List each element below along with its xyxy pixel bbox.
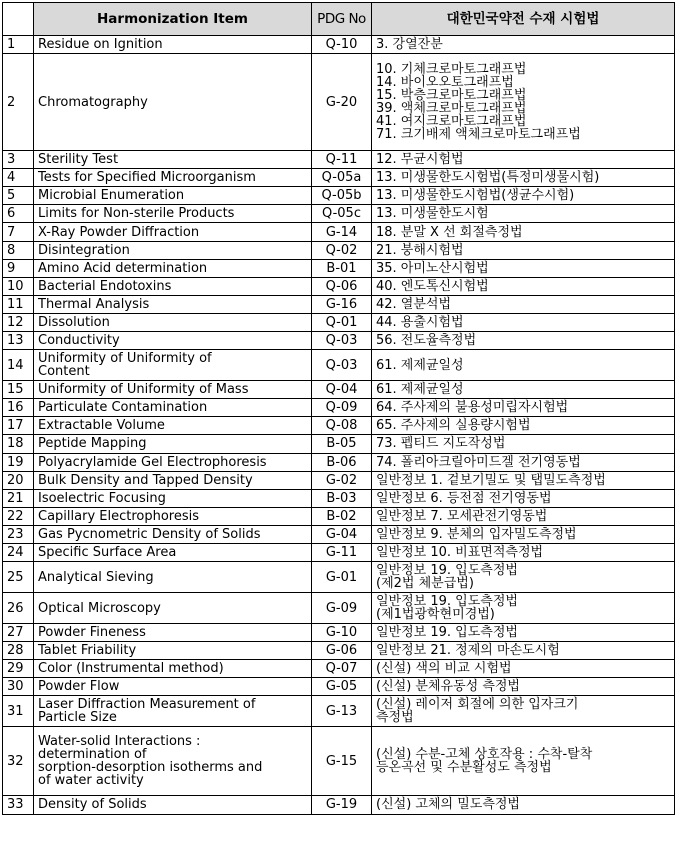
table-row [3, 796, 675, 814]
kp-test-method: 일반정보 19. 입도측정법 [372, 624, 675, 642]
pdg-number: Q-05a [312, 169, 372, 187]
table-row [3, 593, 675, 624]
harmonization-item: Laser Diffraction Measurement of Particle Size [34, 696, 312, 727]
pdg-number: Q-03 [312, 350, 372, 381]
kp-test-method: 61. 제제균일성 [372, 350, 675, 381]
row-number: 32 [3, 727, 34, 796]
row-number: 28 [3, 642, 34, 660]
row-number: 7 [3, 223, 34, 241]
kp-test-method: 일반정보 21. 정제의 마손도시험 [372, 642, 675, 660]
row-number: 5 [3, 187, 34, 205]
table-row [3, 313, 675, 331]
row-number: 22 [3, 507, 34, 525]
harmonization-item: Polyacrylamide Gel Electrophoresis [34, 453, 312, 471]
kp-test-method: 56. 전도율측정법 [372, 332, 675, 350]
row-number: 2 [3, 54, 34, 151]
pdg-number: G-11 [312, 543, 372, 561]
table-row [3, 169, 675, 187]
harmonization-table [2, 2, 675, 815]
kp-test-method: 일반정보 6. 등전점 전기영동법 [372, 489, 675, 507]
kp-test-method: 18. 분말 X 선 회절측정법 [372, 223, 675, 241]
harmonization-item: Capillary Electrophoresis [34, 507, 312, 525]
harmonization-item: Density of Solids [34, 796, 312, 814]
row-number: 19 [3, 453, 34, 471]
kp-test-method: 61. 제제균일성 [372, 381, 675, 399]
kp-test-method: 42. 열분석법 [372, 295, 675, 313]
table-row [3, 187, 675, 205]
row-number: 29 [3, 660, 34, 678]
row-number: 4 [3, 169, 34, 187]
row-number: 26 [3, 593, 34, 624]
pdg-number: Q-05b [312, 187, 372, 205]
header-number [3, 3, 34, 36]
kp-test-method: (신설) 고체의 밀도측정법 [372, 796, 675, 814]
table-row [3, 562, 675, 593]
kp-test-method: 일반정보 1. 겉보기밀도 및 탭밀도측정법 [372, 471, 675, 489]
kp-test-method: 21. 붕해시험법 [372, 241, 675, 259]
harmonization-item: Amino Acid determination [34, 259, 312, 277]
pdg-number: Q-01 [312, 313, 372, 331]
harmonization-item: Optical Microscopy [34, 593, 312, 624]
table-row [3, 435, 675, 453]
table-row [3, 332, 675, 350]
kp-test-method: (신설) 색의 비교 시험법 [372, 660, 675, 678]
harmonization-item: Thermal Analysis [34, 295, 312, 313]
table-row [3, 259, 675, 277]
table-row [3, 417, 675, 435]
harmonization-item: Color (Instrumental method) [34, 660, 312, 678]
row-number: 13 [3, 332, 34, 350]
pdg-number: G-05 [312, 678, 372, 696]
harmonization-item: Disintegration [34, 241, 312, 259]
table-row [3, 727, 675, 796]
kp-test-method: 일반정보 19. 입도측정법 (제2법 체분급법) [372, 562, 675, 593]
row-number: 24 [3, 543, 34, 561]
row-number: 31 [3, 696, 34, 727]
pdg-number: B-03 [312, 489, 372, 507]
harmonization-item: Uniformity of Uniformity of Mass [34, 381, 312, 399]
table-row [3, 223, 675, 241]
header-harmonization-item: Harmonization Item [34, 3, 312, 36]
row-number: 33 [3, 796, 34, 814]
table-row [3, 151, 675, 169]
table-row [3, 381, 675, 399]
harmonization-item: Tests for Specified Microorganism [34, 169, 312, 187]
harmonization-item: Dissolution [34, 313, 312, 331]
pdg-number: Q-07 [312, 660, 372, 678]
kp-test-method: 64. 주사제의 불용성미립자시험법 [372, 399, 675, 417]
harmonization-item: Analytical Sieving [34, 562, 312, 593]
kp-test-method: (신설) 레이저 회절에 의한 입자크기 측정법 [372, 696, 675, 727]
row-number: 12 [3, 313, 34, 331]
harmonization-item: Peptide Mapping [34, 435, 312, 453]
table-row [3, 696, 675, 727]
pdg-number: B-02 [312, 507, 372, 525]
harmonization-item: Tablet Friability [34, 642, 312, 660]
harmonization-item: Powder Flow [34, 678, 312, 696]
pdg-number: G-19 [312, 796, 372, 814]
pdg-number: B-01 [312, 259, 372, 277]
pdg-number: G-06 [312, 642, 372, 660]
row-number: 18 [3, 435, 34, 453]
table-row [3, 453, 675, 471]
harmonization-item: Particulate Contamination [34, 399, 312, 417]
kp-test-method: 40. 엔도톡신시험법 [372, 277, 675, 295]
kp-test-method: (신설) 수분-고체 상호작용 : 수착-탈착 등온곡선 및 수분활성도 측정법 [372, 727, 675, 796]
harmonization-item: X-Ray Powder Diffraction [34, 223, 312, 241]
table-row [3, 277, 675, 295]
kp-test-method: 3. 강열잔분 [372, 36, 675, 54]
harmonization-item: Limits for Non-sterile Products [34, 205, 312, 223]
row-number: 6 [3, 205, 34, 223]
pdg-number: G-14 [312, 223, 372, 241]
header-row [3, 3, 675, 36]
pdg-number: Q-05c [312, 205, 372, 223]
header-kp-test-method: 대한민국약전 수재 시험법 [372, 3, 675, 36]
table-row [3, 489, 675, 507]
harmonization-item: Sterility Test [34, 151, 312, 169]
row-number: 9 [3, 259, 34, 277]
pdg-number: Q-04 [312, 381, 372, 399]
table-body [3, 36, 675, 815]
pdg-number: G-20 [312, 54, 372, 151]
harmonization-item: Uniformity of Uniformity of Content [34, 350, 312, 381]
pdg-number: B-06 [312, 453, 372, 471]
row-number: 20 [3, 471, 34, 489]
pdg-number: B-05 [312, 435, 372, 453]
pdg-number: G-16 [312, 295, 372, 313]
table-row [3, 660, 675, 678]
harmonization-item: Gas Pycnometric Density of Solids [34, 525, 312, 543]
table-row [3, 678, 675, 696]
pdg-number: Q-11 [312, 151, 372, 169]
pdg-number: G-10 [312, 624, 372, 642]
pdg-number: Q-10 [312, 36, 372, 54]
row-number: 27 [3, 624, 34, 642]
harmonization-item: Bulk Density and Tapped Density [34, 471, 312, 489]
pdg-number: Q-09 [312, 399, 372, 417]
table-row [3, 624, 675, 642]
kp-test-method: 44. 용출시험법 [372, 313, 675, 331]
pdg-number: G-15 [312, 727, 372, 796]
row-number: 14 [3, 350, 34, 381]
table-row [3, 295, 675, 313]
table-row [3, 205, 675, 223]
row-number: 1 [3, 36, 34, 54]
harmonization-item: Residue on Ignition [34, 36, 312, 54]
table-row [3, 36, 675, 54]
harmonization-item: Microbial Enumeration [34, 187, 312, 205]
harmonization-item: Specific Surface Area [34, 543, 312, 561]
kp-test-method: 73. 펩티드 지도작성법 [372, 435, 675, 453]
pdg-number: Q-02 [312, 241, 372, 259]
pdg-number: G-02 [312, 471, 372, 489]
table-row [3, 54, 675, 151]
row-number: 23 [3, 525, 34, 543]
row-number: 11 [3, 295, 34, 313]
pdg-number: G-01 [312, 562, 372, 593]
table-row [3, 471, 675, 489]
table-row [3, 543, 675, 561]
row-number: 15 [3, 381, 34, 399]
harmonization-item: Isoelectric Focusing [34, 489, 312, 507]
table-row [3, 350, 675, 381]
kp-test-method: 일반정보 9. 분체의 입자밀도측정법 [372, 525, 675, 543]
kp-test-method: 일반정보 19. 입도측정법 (제1법광학현미경법) [372, 593, 675, 624]
kp-test-method: 13. 미생물한도시험 [372, 205, 675, 223]
table-row [3, 642, 675, 660]
harmonization-item: Water-solid Interactions : determination of sorption-desorption isotherms and of water activity [34, 727, 312, 796]
harmonization-item: Bacterial Endotoxins [34, 277, 312, 295]
kp-test-method: 일반정보 7. 모세관전기영동법 [372, 507, 675, 525]
harmonization-item: Powder Fineness [34, 624, 312, 642]
kp-test-method: 10. 기체크로마토그래프법 14. 바이오오토그래프법 15. 박층크로마토그래프법 39. 액체크로마토그래프법 41. 여지크로마토그래프법 71. 크기배제 액체크로마토그래프법 [372, 54, 675, 151]
row-number: 30 [3, 678, 34, 696]
kp-test-method: 12. 무균시험법 [372, 151, 675, 169]
pdg-number: Q-08 [312, 417, 372, 435]
kp-test-method: 13. 미생물한도시험법(특정미생물시험) [372, 169, 675, 187]
row-number: 10 [3, 277, 34, 295]
harmonization-item: Conductivity [34, 332, 312, 350]
kp-test-method: 일반정보 10. 비표면적측정법 [372, 543, 675, 561]
kp-test-method: (신설) 분체유동성 측정법 [372, 678, 675, 696]
table-row [3, 525, 675, 543]
harmonization-item: Extractable Volume [34, 417, 312, 435]
table-row [3, 507, 675, 525]
table-row [3, 241, 675, 259]
row-number: 17 [3, 417, 34, 435]
kp-test-method: 13. 미생물한도시험법(생균수시험) [372, 187, 675, 205]
pdg-number: Q-06 [312, 277, 372, 295]
pdg-number: G-13 [312, 696, 372, 727]
harmonization-item: Chromatography [34, 54, 312, 151]
header-pdg-no: PDG No [312, 3, 372, 36]
kp-test-method: 74. 폴리아크릴아미드겔 전기영동법 [372, 453, 675, 471]
row-number: 16 [3, 399, 34, 417]
row-number: 8 [3, 241, 34, 259]
pdg-number: Q-03 [312, 332, 372, 350]
pdg-number: G-09 [312, 593, 372, 624]
table-row [3, 399, 675, 417]
row-number: 25 [3, 562, 34, 593]
row-number: 3 [3, 151, 34, 169]
pdg-number: G-04 [312, 525, 372, 543]
kp-test-method: 65. 주사제의 실용량시험법 [372, 417, 675, 435]
kp-test-method: 35. 아미노산시험법 [372, 259, 675, 277]
row-number: 21 [3, 489, 34, 507]
